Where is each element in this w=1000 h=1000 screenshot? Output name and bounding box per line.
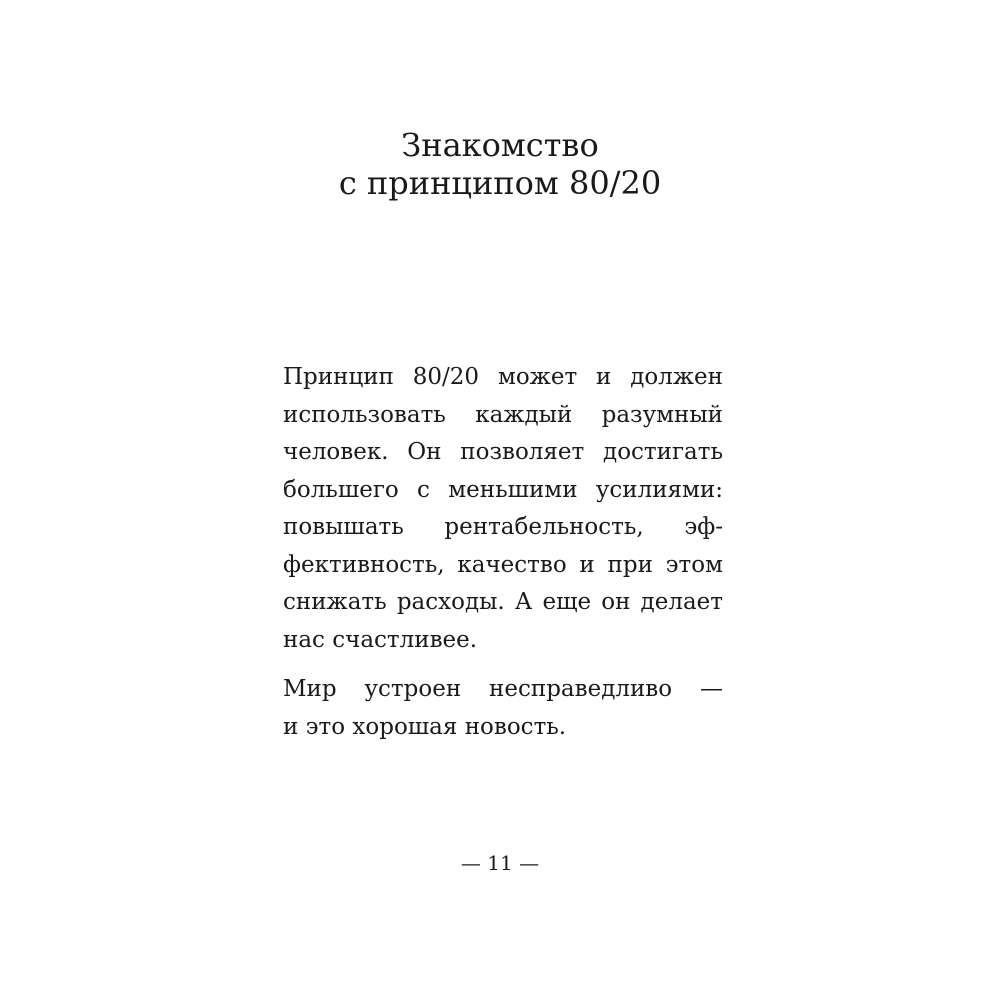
page-number: — 11 — bbox=[460, 851, 540, 875]
text-line: Мир устроен несправедливо — bbox=[283, 676, 723, 702]
text-line: использовать каждый разумный bbox=[283, 401, 723, 428]
text-line: снижать расходы. А еще он делает bbox=[283, 589, 723, 615]
text-line: человек. Он позволяет достигать bbox=[283, 439, 723, 465]
paragraph-2 bbox=[283, 671, 723, 746]
text-line: Принцип 80/20 может и должен bbox=[283, 364, 723, 390]
text-line: фективность, качество и при этом bbox=[283, 551, 723, 578]
text-line: и это хорошая новость. bbox=[283, 713, 567, 740]
text-line: повышать рентабельность, эф- bbox=[283, 514, 723, 540]
chapter-title-line-1: Знакомство bbox=[401, 126, 599, 164]
chapter-title-line-2: с принципом 80/20 bbox=[338, 164, 662, 202]
paragraph-1 bbox=[283, 359, 723, 659]
body-text bbox=[283, 359, 723, 758]
chapter-title bbox=[0, 126, 1000, 202]
text-line: нас счастливее. bbox=[283, 626, 478, 653]
text-line: большего с меньшими усилиями: bbox=[283, 476, 723, 503]
